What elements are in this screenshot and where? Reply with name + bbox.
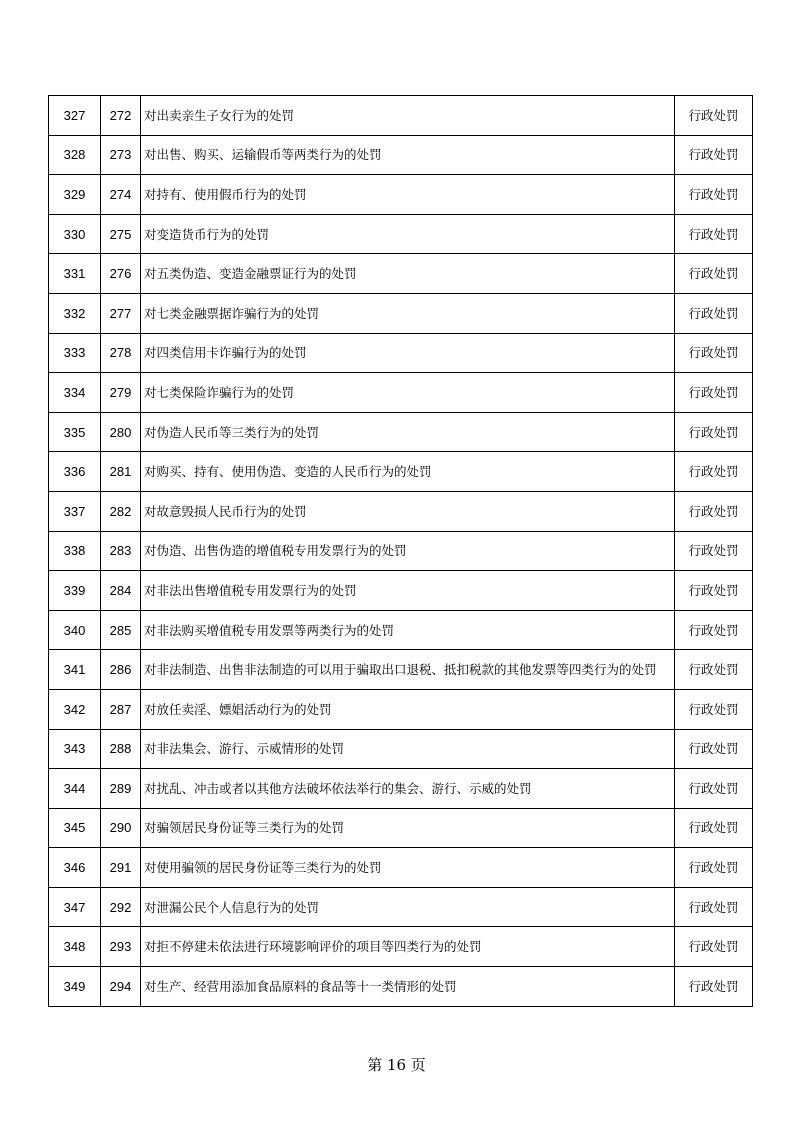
item-number: 290: [101, 808, 141, 848]
table-row: [49, 135, 753, 175]
item-type: 行政处罚: [675, 610, 753, 650]
item-name: 对使用骗领的居民身份证等三类行为的处罚: [141, 848, 675, 888]
item-name: 对变造货币行为的处罚: [141, 214, 675, 254]
item-type: 行政处罚: [675, 769, 753, 809]
page-number: 第 16 页: [367, 1056, 426, 1074]
row-number: 347: [49, 887, 101, 927]
item-number: 274: [101, 175, 141, 215]
row-number: 341: [49, 650, 101, 690]
item-name: 对出售、购买、运输假币等两类行为的处罚: [141, 135, 675, 175]
item-number: 279: [101, 373, 141, 413]
item-name: 对七类金融票据诈骗行为的处罚: [141, 293, 675, 333]
item-number: 293: [101, 927, 141, 967]
item-number: 272: [101, 96, 141, 136]
table-row: [49, 650, 753, 690]
item-number: 292: [101, 887, 141, 927]
table-row: [49, 293, 753, 333]
row-number: 333: [49, 333, 101, 373]
item-type: 行政处罚: [675, 175, 753, 215]
row-number: 339: [49, 571, 101, 611]
row-number: 334: [49, 373, 101, 413]
item-number: 273: [101, 135, 141, 175]
row-number: 338: [49, 531, 101, 571]
item-name: 对故意毁损人民币行为的处罚: [141, 491, 675, 531]
row-number: 328: [49, 135, 101, 175]
table-row: [49, 689, 753, 729]
item-name: 对五类伪造、变造金融票证行为的处罚: [141, 254, 675, 294]
item-number: 276: [101, 254, 141, 294]
item-type: 行政处罚: [675, 650, 753, 690]
row-number: 327: [49, 96, 101, 136]
row-number: 329: [49, 175, 101, 215]
table-body: [49, 96, 753, 1007]
item-type: 行政处罚: [675, 571, 753, 611]
item-type: 行政处罚: [675, 254, 753, 294]
item-number: 291: [101, 848, 141, 888]
item-type: 行政处罚: [675, 214, 753, 254]
table-row: [49, 927, 753, 967]
table-row: [49, 214, 753, 254]
item-name: 对非法制造、出售非法制造的可以用于骗取出口退税、抵扣税款的其他发票等四类行为的处罚: [141, 650, 675, 690]
table-row: [49, 333, 753, 373]
item-name: 对持有、使用假币行为的处罚: [141, 175, 675, 215]
table-row: [49, 848, 753, 888]
table-row: [49, 610, 753, 650]
item-type: 行政处罚: [675, 491, 753, 531]
table-row: [49, 412, 753, 452]
item-type: 行政处罚: [675, 333, 753, 373]
row-number: 331: [49, 254, 101, 294]
row-number: 340: [49, 610, 101, 650]
item-number: 277: [101, 293, 141, 333]
table-row: [49, 887, 753, 927]
item-number: 294: [101, 967, 141, 1007]
table-row: [49, 531, 753, 571]
item-name: 对生产、经营用添加食品原料的食品等十一类情形的处罚: [141, 967, 675, 1007]
item-type: 行政处罚: [675, 689, 753, 729]
table-row: [49, 491, 753, 531]
item-type: 行政处罚: [675, 808, 753, 848]
item-type: 行政处罚: [675, 373, 753, 413]
table-row: [49, 769, 753, 809]
item-type: 行政处罚: [675, 531, 753, 571]
table-row: [49, 967, 753, 1007]
item-name: 对骗领居民身份证等三类行为的处罚: [141, 808, 675, 848]
row-number: 337: [49, 491, 101, 531]
item-type: 行政处罚: [675, 927, 753, 967]
row-number: 336: [49, 452, 101, 492]
item-number: 285: [101, 610, 141, 650]
item-name: 对出卖亲生子女行为的处罚: [141, 96, 675, 136]
item-name: 对非法出售增值税专用发票行为的处罚: [141, 571, 675, 611]
row-number: 344: [49, 769, 101, 809]
item-name: 对购买、持有、使用伪造、变造的人民币行为的处罚: [141, 452, 675, 492]
item-number: 287: [101, 689, 141, 729]
item-type: 行政处罚: [675, 135, 753, 175]
table-row: [49, 452, 753, 492]
item-name: 对扰乱、冲击或者以其他方法破坏依法举行的集会、游行、示威的处罚: [141, 769, 675, 809]
table-row: [49, 254, 753, 294]
item-name: 对泄漏公民个人信息行为的处罚: [141, 887, 675, 927]
table-row: [49, 175, 753, 215]
row-number: 332: [49, 293, 101, 333]
item-number: 286: [101, 650, 141, 690]
item-type: 行政处罚: [675, 452, 753, 492]
table-row: [49, 571, 753, 611]
item-number: 278: [101, 333, 141, 373]
row-number: 335: [49, 412, 101, 452]
item-type: 行政处罚: [675, 729, 753, 769]
table-row: [49, 808, 753, 848]
item-name: 对拒不停建未依法进行环境影响评价的项目等四类行为的处罚: [141, 927, 675, 967]
item-number: 280: [101, 412, 141, 452]
table-row: [49, 96, 753, 136]
item-name: 对伪造、出售伪造的增值税专用发票行为的处罚: [141, 531, 675, 571]
item-name: 对七类保险诈骗行为的处罚: [141, 373, 675, 413]
row-number: 349: [49, 967, 101, 1007]
row-number: 348: [49, 927, 101, 967]
penalty-list-table: [48, 95, 753, 1007]
row-number: 330: [49, 214, 101, 254]
item-number: 284: [101, 571, 141, 611]
item-number: 289: [101, 769, 141, 809]
item-name: 对放任卖淫、嫖娼活动行为的处罚: [141, 689, 675, 729]
row-number: 346: [49, 848, 101, 888]
row-number: 342: [49, 689, 101, 729]
row-number: 343: [49, 729, 101, 769]
item-type: 行政处罚: [675, 293, 753, 333]
table-row: [49, 729, 753, 769]
item-number: 283: [101, 531, 141, 571]
item-type: 行政处罚: [675, 412, 753, 452]
item-type: 行政处罚: [675, 887, 753, 927]
item-number: 288: [101, 729, 141, 769]
item-type: 行政处罚: [675, 848, 753, 888]
item-name: 对非法集会、游行、示威情形的处罚: [141, 729, 675, 769]
row-number: 345: [49, 808, 101, 848]
item-number: 282: [101, 491, 141, 531]
item-number: 281: [101, 452, 141, 492]
item-name: 对非法购买增值税专用发票等两类行为的处罚: [141, 610, 675, 650]
table-row: [49, 373, 753, 413]
item-type: 行政处罚: [675, 96, 753, 136]
item-type: 行政处罚: [675, 967, 753, 1007]
item-name: 对伪造人民币等三类行为的处罚: [141, 412, 675, 452]
item-number: 275: [101, 214, 141, 254]
item-name: 对四类信用卡诈骗行为的处罚: [141, 333, 675, 373]
